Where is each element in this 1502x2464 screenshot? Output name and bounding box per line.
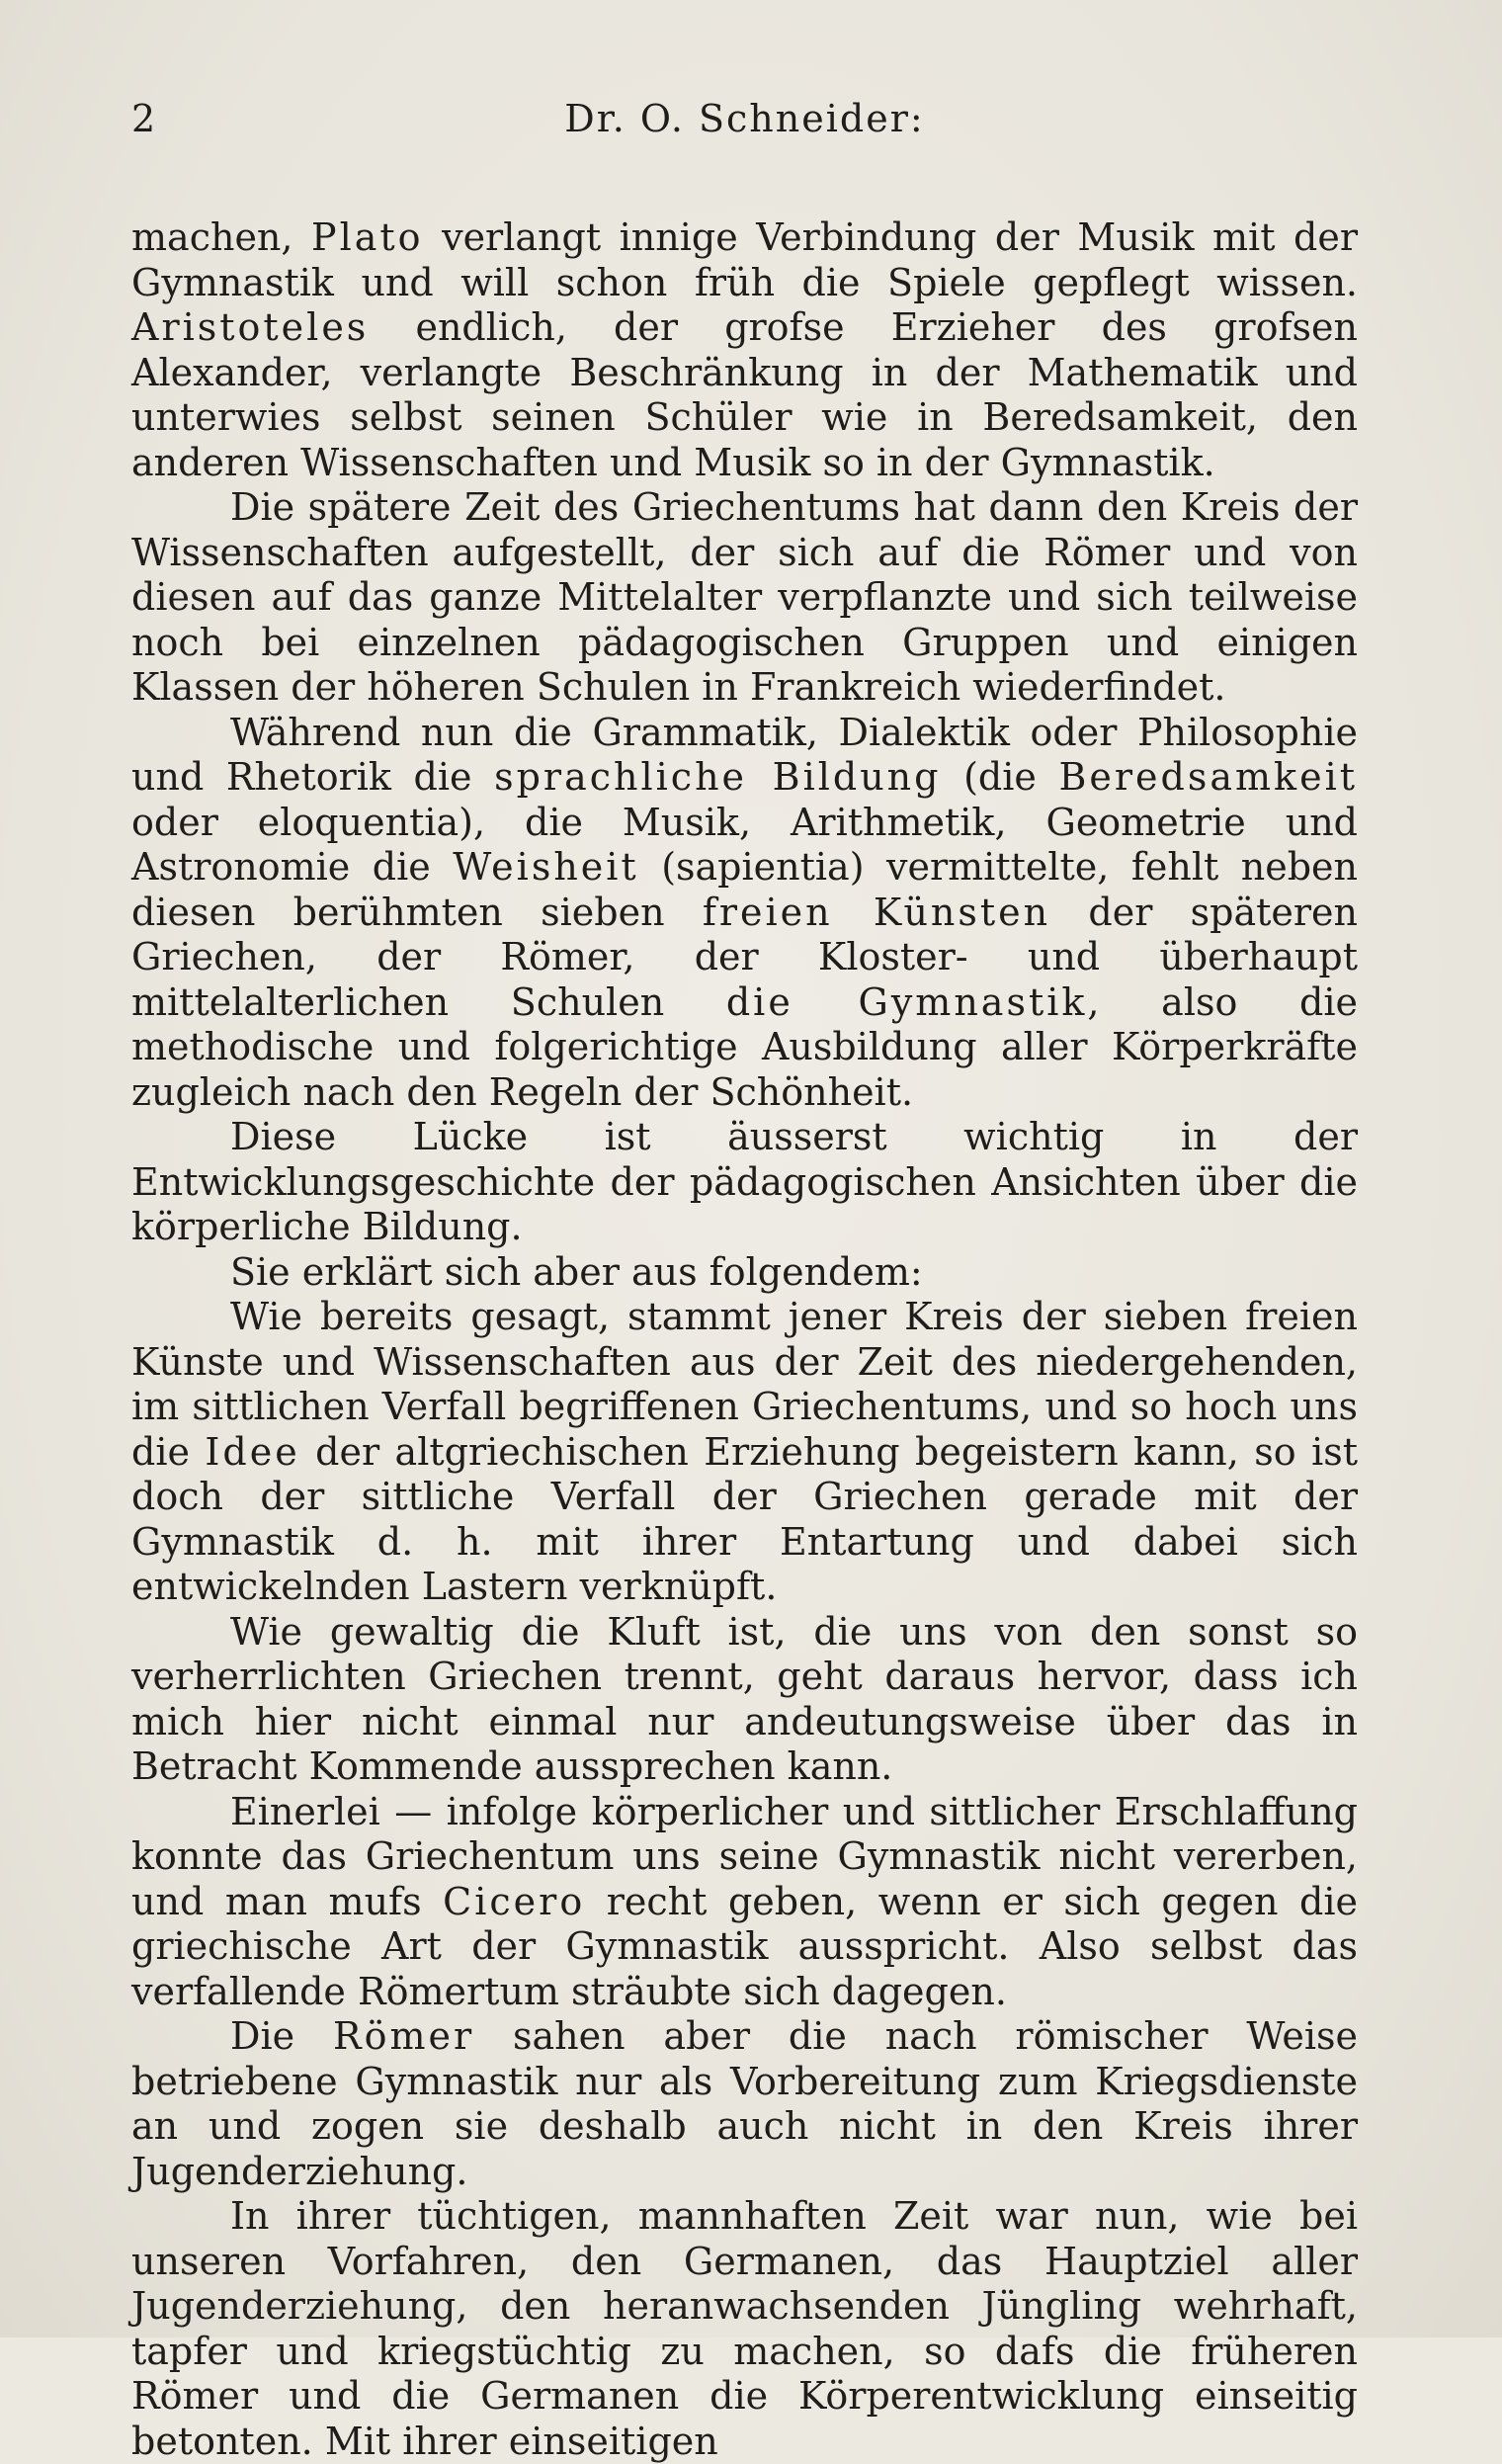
text-run: der späteren Griechen, der Römer, der Kloster- und überhaupt mittelalterlichen Schulen <box>131 890 1358 1024</box>
paragraph <box>131 1790 1358 2015</box>
spaced-emphasis: Weisheit <box>453 845 639 889</box>
paragraph <box>131 1115 1358 1250</box>
spaced-emphasis: Beredsamkeit <box>1058 755 1358 799</box>
page-header-title: Dr. O. Schneider: <box>564 97 925 140</box>
spaced-emphasis: Plato <box>311 215 424 259</box>
paragraph <box>131 1295 1358 1610</box>
spaced-emphasis: sprachliche Bildung <box>494 755 942 799</box>
text-run: der altgriechischen Erziehung begeistern kann, so ist doch der sittliche Verfall der Griechen gerade mit der Gymnastik d. h. mit ihrer Entartung und dabei sich entwickelnden Lastern verknüpft. <box>131 1429 1359 1608</box>
text-run: Wie gewaltig die Kluft ist, die uns von den sonst so verherrlichten Griechen trennt, geht daraus hervor, dass ich mich hier nicht einmal nur andeutungsweise über das in Betracht Kommende aussprechen kann. <box>131 1609 1358 1788</box>
text-run: oder eloquentia), die Musik, Arithmetik, Geometrie und Astronomie die <box>131 800 1358 889</box>
paragraph <box>131 2014 1358 2194</box>
paragraph <box>131 485 1358 711</box>
text-run: In ihrer tüchtigen, mannhaften Zeit war nun, wie bei unseren Vorfahren, den Germanen, das Hauptziel aller Jugenderziehung, den heranwachsenden Jüngling wehrhaft, tapfer und kriegstüchtig zu machen, so dafs die früheren Römer und die Germanen die Körperentwicklung einseitig betonten. Mit ihrer einseitigen <box>131 2194 1358 2463</box>
page-number: 2 <box>131 97 156 140</box>
text-run: Diese Lücke ist äusserst wichtig in der Entwicklungsgeschichte der pädagogischen Ansichten über die körperliche Bildung. <box>131 1115 1358 1248</box>
text-run: machen, <box>131 215 312 259</box>
paragraph <box>131 1610 1358 1790</box>
text-run: , also die methodische und folgerichtige Ausbildung aller Körperkräfte zugleich nach den Regeln der Schönheit. <box>131 979 1358 1114</box>
spaced-emphasis: die Gymnastik <box>725 979 1088 1024</box>
text-run: Die <box>230 2014 333 2058</box>
text-run: (die <box>941 755 1059 799</box>
text-run: recht geben, wenn er sich gegen die griechische Art der Gymnastik ausspricht. Also selbst das verfallende Römertum sträubte sich dagegen. <box>131 1879 1358 2013</box>
spaced-emphasis: Cicero <box>443 1879 586 1923</box>
spaced-emphasis: Idee <box>205 1429 300 1474</box>
text-run: (sapientia) vermittelte, fehlt neben diesen berühmten sieben <box>131 845 1358 934</box>
paragraph <box>131 215 1358 485</box>
text-run: verlangt innige Verbindung der Musik mit der Gymnastik und will schon früh die Spiele gepflegt wissen. <box>131 215 1358 304</box>
spaced-emphasis: Römer <box>332 2014 475 2058</box>
spaced-emphasis: freien Künsten <box>702 890 1051 934</box>
text-run: sahen aber die nach römischer Weise betriebene Gymnastik nur als Vorbereitung zum Kriegsdienste an und zogen sie deshalb auch nicht in den Kreis ihrer Jugenderziehung. <box>131 2014 1359 2193</box>
running-head <box>131 91 1358 146</box>
paragraph <box>131 711 1358 1116</box>
paragraph <box>131 1250 1358 1296</box>
text-run: Sie erklärt sich aber aus folgendem: <box>230 1249 923 1294</box>
paragraph <box>131 2194 1358 2464</box>
text-run: Einerlei — infolge körperlicher und sittlicher Erschlaffung konnte das Griechentum uns seine Gymnastik nicht vererben, und man mufs <box>131 1789 1358 1923</box>
text-run: Wie bereits gesagt, stammt jener Kreis der sieben freien Künste und Wissenschaften aus der Zeit des niedergehenden, im sittlichen Verfall begriffenen Griechentums, und so hoch uns die <box>131 1295 1358 1474</box>
text-run: endlich, der grofse Erzieher des grofsen Alexander, verlangte Beschränkung in der Mathematik und unterwies selbst seinen Schüler wie in Beredsamkeit, den anderen Wissenschaften und Musik so in der Gymnastik. <box>131 305 1358 484</box>
body-text <box>131 215 1358 2464</box>
spaced-emphasis: Aristoteles <box>131 305 370 349</box>
text-run: Während nun die Grammatik, Dialektik oder Philosophie und Rhetorik die <box>131 710 1358 799</box>
text-run: Die spätere Zeit des Griechentums hat dann den Kreis der Wissenschaften aufgestellt, der sich auf die Römer und von diesen auf das ganze Mittelalter verpflanzte und sich teilweise noch bei einzelnen pädagogischen Gruppen und einigen Klassen der höheren Schulen in Frankreich wiederfindet. <box>131 485 1358 709</box>
